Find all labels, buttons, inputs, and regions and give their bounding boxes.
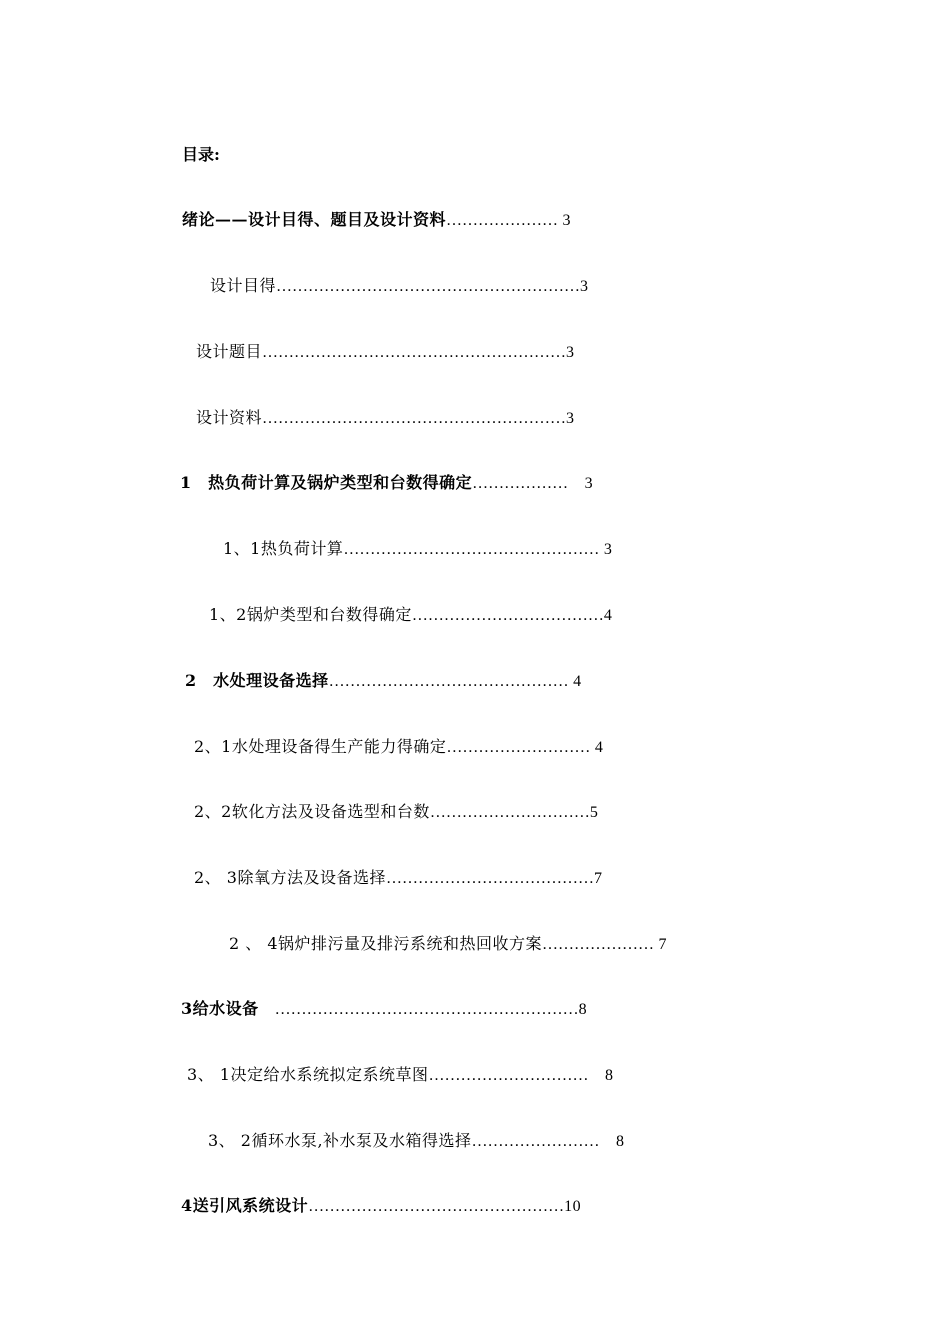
toc-entry-design-data [196,406,575,431]
toc-heading: 目录: [182,145,220,164]
toc-entry-chapter-4 [181,1194,581,1219]
toc-entry-3-2 [208,1129,625,1154]
toc-leader-dots: ………………………………… [385,870,594,887]
toc-leader-dots: ………………… [446,212,559,229]
toc-page-number: 4 [568,673,582,690]
toc-entry-design-purpose [210,274,589,299]
toc-entry-title: 3给水设备 [181,999,259,1018]
toc-leader-dots: …………………… [471,1133,600,1150]
toc-page-number: 4 [590,739,604,756]
toc-entry-chapter-1 [180,471,593,496]
toc-entry-1-2 [209,603,612,628]
toc-leader-dots: ………………………………………… [343,541,600,558]
toc-entry-1-1 [223,537,612,562]
toc-leader-dots: ………………………………………………… [262,410,567,427]
toc-leader-dots: ………………… [542,936,655,953]
toc-entry-intro [182,208,571,233]
toc-entry-design-topic [196,340,575,365]
toc-entry-title: 1 热负荷计算及锅炉类型和台数得确定 [180,473,473,492]
toc-entry-title: 设计资料 [196,408,263,427]
toc-entry-2-1 [194,735,603,760]
toc-leader-dots: ………………………… [429,804,590,821]
toc-entry-title: 绪论——设计目得、题目及设计资料 [182,210,447,229]
toc-page-number: 3 [566,410,575,427]
toc-entry-title: 2 水处理设备选择 [185,671,329,690]
toc-entry-3-1 [187,1063,613,1088]
toc-page-number: 7 [593,870,603,887]
toc-entry-title: 3、 2循环水泵,补水泵及水箱得选择 [208,1131,472,1150]
toc-entry-title: 2 、 4锅炉排污量及排污系统和热回收方案 [229,934,543,953]
toc-page-number: 7 [654,936,668,953]
toc-leader-dots: ………………………………………………… [262,344,567,361]
toc-page-number: 4 [603,607,613,624]
toc-page-number: 5 [589,804,599,821]
toc-entry-2-4 [229,932,667,957]
toc-leader-dots: ……………………… [446,739,591,756]
toc-leader-dots: ………………………………………… [308,1198,565,1215]
toc-entry-2-3 [194,866,602,891]
toc-leader-dots: ……………………………… [411,607,604,624]
toc-entry-title: 设计目得 [210,276,277,295]
toc-entry-chapter-2 [185,669,582,694]
toc-page-number: 8 [599,1133,625,1150]
toc-leader-dots: ………………………… [428,1067,589,1084]
toc-entry-title: 3、 1决定给水系统拟定系统草图 [187,1065,429,1084]
toc-entry-title: 2、1水处理设备得生产能力得确定 [194,737,447,756]
toc-leader-dots: ………………………………………………… [276,278,581,295]
toc-leader-dots: ………………………………………………… [258,1001,579,1018]
toc-page-number: 3 [558,212,572,229]
toc-page-number: 3 [568,475,594,492]
toc-entry-chapter-3 [181,997,587,1022]
toc-entry-title: 2、 3除氧方法及设备选择 [194,868,386,887]
toc-page-number: 8 [588,1067,614,1084]
toc-page-number: 10 [564,1198,582,1215]
toc-page-number: 3 [566,344,575,361]
toc-leader-dots: ……………………………………… [328,673,569,690]
toc-entry-title: 2、2软化方法及设备选型和台数 [194,802,430,821]
toc-page-number: 3 [599,541,613,558]
toc-entry-2-2 [194,800,598,825]
toc-page-number: 8 [578,1001,588,1018]
toc-entry-title: 设计题目 [196,342,263,361]
toc-entry-title: 4送引风系统设计 [181,1196,309,1215]
toc-page-number: 3 [580,278,589,295]
toc-entry-title: 1、1热负荷计算 [223,539,344,558]
toc-leader-dots: ……………… [472,475,569,492]
toc-entry-title: 1、2锅炉类型和台数得确定 [209,605,412,624]
